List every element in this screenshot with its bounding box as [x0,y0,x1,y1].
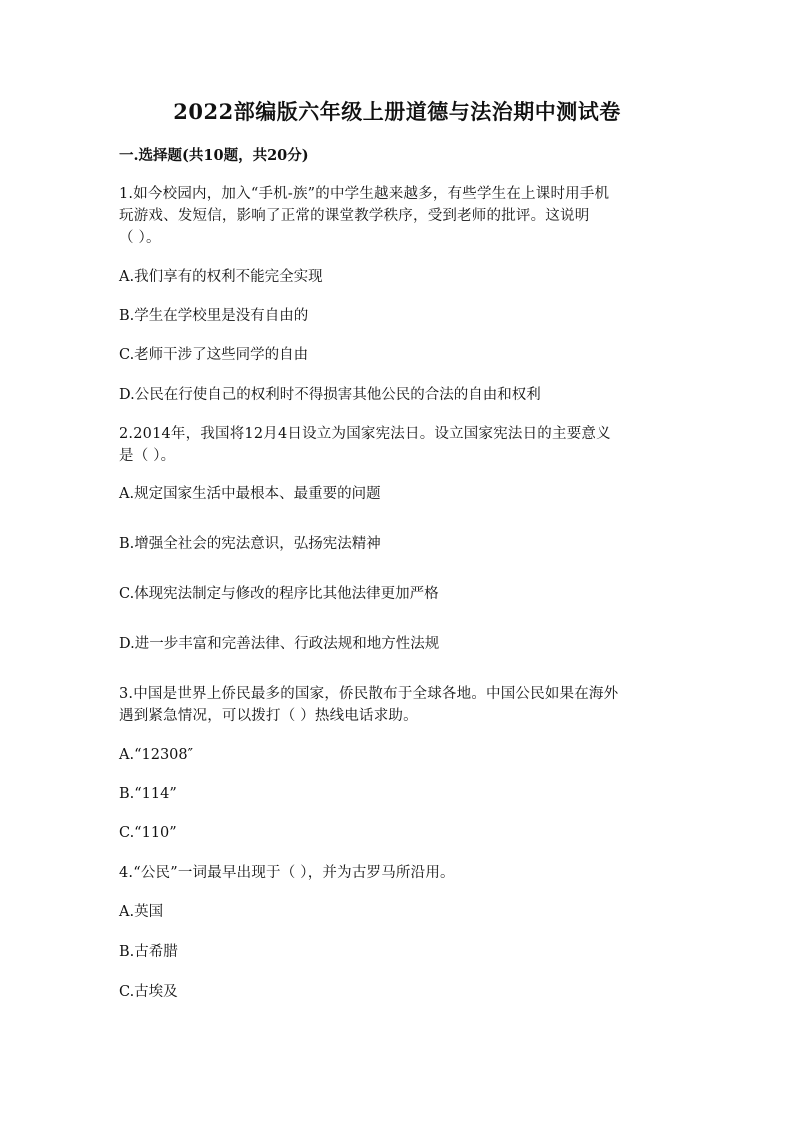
question-1-line-3: （ ）。 [119,230,161,246]
question-1-line-2: 玩游戏、发短信，影响了正常的课堂教学秩序，受到老师的批评。这说明 [119,208,590,224]
question-4-option-c: C.古埃及 [119,984,178,1000]
question-2-line-2: 是（ ）。 [119,448,176,464]
question-1-option-d: D.公民在行使自己的权利时不得损害其他公民的合法的自由和权利 [119,387,541,403]
question-1-option-c: C.老师干涉了这些同学的自由 [119,347,309,363]
exam-title: 2022部编版六年级上册道德与法治期中测试卷 [173,99,621,124]
section-heading: 一.选择题(共10题，共20分) [119,147,309,164]
question-3-option-b: B.“114” [119,786,177,802]
question-1-option-a: A.我们享有的权利不能完全实现 [119,269,323,285]
question-1-line-1: 1.如今校园内，加入“手机-族”的中学生越来越多，有些学生在上课时用手机 [119,186,610,202]
question-1-option-b: B.学生在学校里是没有自由的 [119,308,309,324]
question-2-line-1: 2.2014年，我国将12月4日设立为国家宪法日。设立国家宪法日的主要意义 [119,426,611,442]
question-2-option-d: D.进一步丰富和完善法律、行政法规和地方性法规 [119,636,440,652]
question-3-option-c: C.“110” [119,825,177,841]
question-3-line-1: 3.中国是世界上侨民最多的国家，侨民散布于全球各地。中国公民如果在海外 [119,686,619,702]
question-4-line-1: 4.“公民”一词最早出现于（ ），并为古罗马所沿用。 [119,865,455,881]
question-2-option-c: C.体现宪法制定与修改的程序比其他法律更加严格 [119,586,439,602]
question-4-option-b: B.古希腊 [119,944,178,960]
question-4-option-a: A.英国 [119,904,164,920]
question-3-line-2: 遇到紧急情况，可以拨打（ ）热线电话求助。 [119,708,418,724]
question-3-option-a: A.“12308″ [119,747,194,763]
question-2-option-a: A.规定国家生活中最根本、最重要的问题 [119,486,381,502]
question-2-option-b: B.增强全社会的宪法意识，弘扬宪法精神 [119,536,381,552]
